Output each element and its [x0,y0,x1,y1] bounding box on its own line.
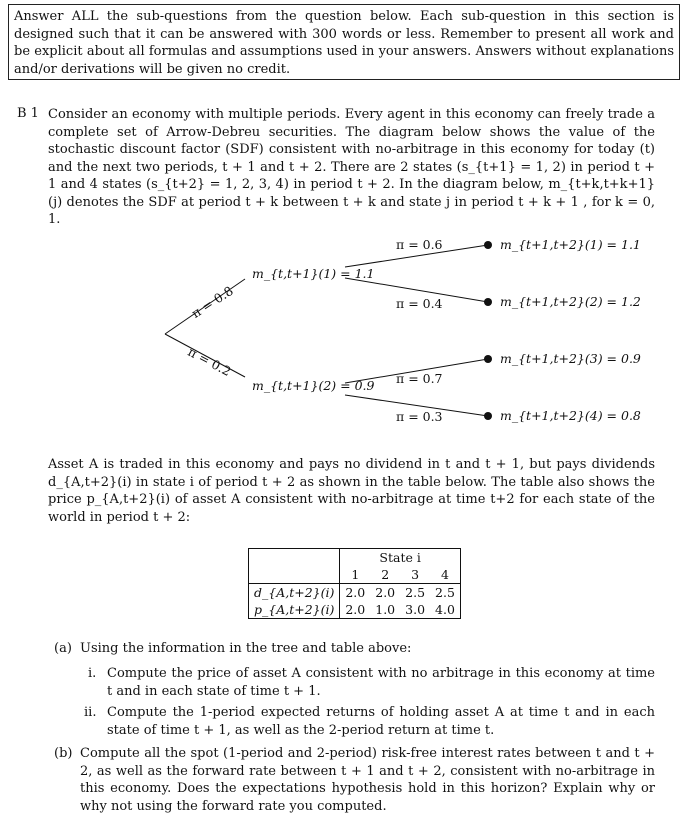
cell-dividend-1: 2.0 [345,585,366,600]
part-a-i-label: i. [88,666,97,681]
table-row [249,601,461,619]
terminal-node-4 [484,412,492,420]
prob-label-first-1: π = 0.8 [188,282,236,321]
prob-label-second-1: π = 0.6 [396,237,443,252]
terminal-node-3 [484,355,492,363]
cell-price-1: 2.0 [345,602,366,617]
row-label-dividend: d_{A,t+2}(i) [249,584,340,602]
table-row [249,584,461,602]
table-state-2: 2 [381,567,390,582]
part-b-label: (b) [54,746,73,761]
terminal-node-2 [484,298,492,306]
part-a-text: Using the information in the tree and table above: [80,641,412,656]
cell-price-3: 3.0 [405,602,426,617]
sdf-tree-diagram [0,228,694,438]
table-corner-cell-2 [249,566,340,584]
sdf-label-second-4: m_{t+1,t+2}(4) = 0.8 [500,408,641,423]
row-label-price: p_{A,t+2}(i) [249,601,340,619]
question-text: Consider an economy with multiple periods. Every agent in this economy can freely trade a complete set of Arrow-Debreu securities. The diagram below shows the value of the stochastic discount factor (SDF) consistent with no-arbitrage in this economy for today (t) and the next two periods, t + 1 and t + 2. There are 2 states (s_{t+1} = 1, 2) in period t + 1 and 4 states (s_{t+2} = 1, 2, 3, 4) in period t + 2. In the diagram below, m_{t+k,t+k+1}(j) denotes the SDF at period t + k between t + k and state j in period t + k + 1 , for k = 0, 1. [48,107,655,227]
part-a-i-text: Compute the price of asset A consistent with no arbitrage in this economy at time t and in each state of time t + 1. [107,666,655,699]
dividend-price-table [248,548,461,619]
part-a-ii-text: Compute the 1-period expected returns of holding asset A at time t and in each state of time t + 1, as well as the 2-period return at time t. [107,705,655,738]
prob-label-second-2: π = 0.4 [396,296,443,311]
cell-price-2: 1.0 [375,602,396,617]
terminal-node-1 [484,241,492,249]
table-state-4: 4 [430,566,460,584]
prob-label-first-2: π = 0.2 [185,343,234,379]
part-a-ii-label: ii. [84,705,97,720]
part-b-text: Compute all the spot (1-period and 2-period) risk-free interest rates between t and t + 2, as well as the forward rate between t + 1 and t + 2, consistent with no-arbitrage in this economy. Does the expectations hypothesis hold in this horizon? Explain why or why not using the forward rate you computed. [80,746,655,814]
sdf-label-second-2: m_{t+1,t+2}(2) = 1.2 [500,294,641,309]
asset-description: Asset A is traded in this economy and pays no dividend in t and t + 1, but pays dividends d_{A,t+2}(i) in state i of period t + 2 as shown in the table below. The table also shows the price p_{A,t+2}(i) of asset A consistent with no-arbitrage at time t+2 for each state of the world in period t + 2: [48,457,655,525]
instructions-box: Answer ALL the sub-questions from the question below. Each sub-question in this section is designed such that it can be answered with 300 words or less. Remember to present all work and be explicit about all formulas and assumptions used in your answers. Answers without explanations and/or derivations will be given no credit. [8,4,680,80]
part-a-label: (a) [54,641,72,656]
sdf-label-first-2: m_{t,t+1}(2) = 0.9 [252,378,375,393]
cell-dividend-3: 2.5 [405,585,426,600]
question-label: B 1 [17,106,39,121]
prob-label-second-3: π = 0.7 [396,371,443,386]
table-corner-cell [249,549,340,567]
cell-dividend-4: 2.5 [430,584,460,602]
prob-label-second-4: π = 0.3 [396,409,443,424]
table-state-3: 3 [411,567,420,582]
cell-dividend-2: 2.0 [375,585,396,600]
sdf-label-first-1: m_{t,t+1}(1) = 1.1 [252,266,375,281]
cell-price-4: 4.0 [430,601,460,619]
table-state-1: 1 [351,567,360,582]
sdf-label-second-1: m_{t+1,t+2}(1) = 1.1 [500,237,641,252]
sdf-label-second-3: m_{t+1,t+2}(3) = 0.9 [500,351,641,366]
table-header-state: State i [340,549,461,567]
